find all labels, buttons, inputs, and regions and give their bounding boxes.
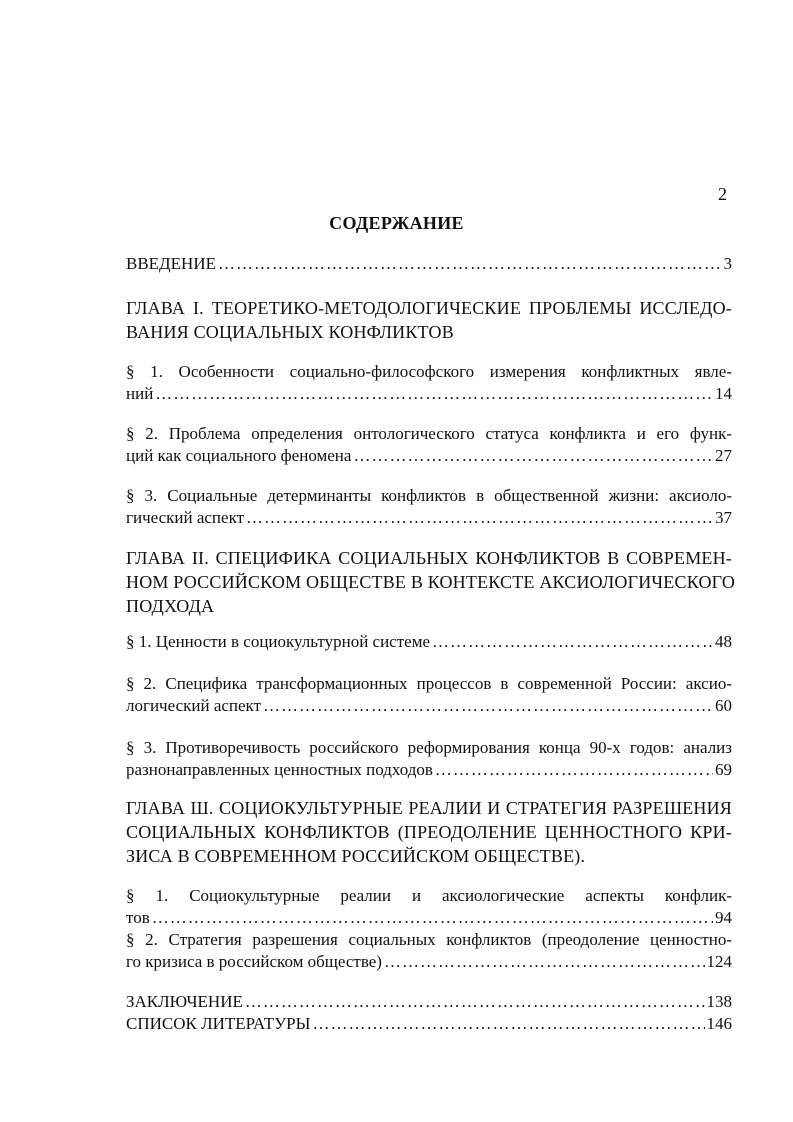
toc-leader [432,630,713,654]
toc-section-3-1-line-1[interactable]: § 1. Социокультурные реалии и аксиологические аспекты конфлик- [126,886,732,905]
page-title: СОДЕРЖАНИЕ [329,213,464,233]
chapter-3-heading-line-1[interactable]: ГЛАВА Ш. СОЦИОКУЛЬТУРНЫЕ РЕАЛИИ И СТРАТЕГИЯ РАЗРЕШЕНИЯ [126,798,732,818]
toc-section-2-3-line-1[interactable]: § 3. Противоречивость российского реформирования конца 90-х годов: анализ [126,738,732,757]
toc-section-1-3[interactable] [126,506,732,530]
toc-page: 69 [715,760,732,779]
toc-section-3-2[interactable] [126,950,732,974]
toc-section-1-1[interactable] [126,382,732,406]
toc-label: ний [126,384,154,403]
chapter-2-heading-line-2[interactable]: НОМ РОССИЙСКОМ ОБЩЕСТВЕ В КОНТЕКСТЕ АКСИОЛОГИЧЕСКОГО [126,572,736,592]
chapter-1-heading-line-1[interactable]: ГЛАВА I. ТЕОРЕТИКО-МЕТОДОЛОГИЧЕСКИЕ ПРОБЛЕМЫ ИССЛЕДО- [126,298,732,318]
toc-label: логический аспект [126,696,262,715]
toc-label: разнонаправленных ценностных подходов [126,760,433,779]
toc-page: 124 [706,952,732,971]
toc-label: гический аспект [126,508,245,527]
toc-page: 146 [706,1014,732,1033]
toc-leader [218,252,722,276]
toc-entry-bibliography[interactable] [126,1012,732,1036]
toc-leader [246,506,713,530]
chapter-2-heading-line-3[interactable]: ПОДХОДА [126,596,215,616]
chapter-1-heading-line-2[interactable]: ВАНИЯ СОЦИАЛЬНЫХ КОНФЛИКТОВ [126,322,454,342]
toc-leader [435,758,713,782]
toc-page: 48 [715,632,732,651]
toc-section-1-2-line-1[interactable]: § 2. Проблема определения онтологического статуса конфликта и его функ- [126,424,732,443]
toc-section-3-2-line-1[interactable]: § 2. Стратегия разрешения социальных конфликтов (преодоление ценностно- [126,930,732,949]
toc-label: СПИСОК ЛИТЕРАТУРЫ [126,1014,311,1033]
toc-page: 14 [715,384,732,403]
toc-section-2-2-line-1[interactable]: § 2. Специфика трансформационных процессов в современной России: аксио- [126,674,732,693]
chapter-2-heading-line-1[interactable]: ГЛАВА II. СПЕЦИФИКА СОЦИАЛЬНЫХ КОНФЛИКТОВ В СОВРЕМЕН- [126,548,732,568]
toc-page: 37 [715,508,732,527]
toc-label: ВВЕДЕНИЕ [126,254,216,273]
toc-leader [155,382,713,406]
toc-label: тов [126,908,150,927]
chapter-3-heading-line-3[interactable]: ЗИСА В СОВРЕМЕННОМ РОССИЙСКОМ ОБЩЕСТВЕ). [126,846,586,866]
toc-leader [353,444,713,468]
page-number: 2 [718,184,727,204]
toc-entry-introduction[interactable] [126,252,732,276]
toc-leader [384,950,705,974]
toc-leader [245,990,705,1014]
toc-entry-conclusion[interactable] [126,990,732,1014]
toc-section-1-2[interactable] [126,444,732,468]
toc-leader [312,1012,704,1036]
toc-section-1-3-line-1[interactable]: § 3. Социальные детерминанты конфликтов в общественной жизни: аксиоло- [126,486,732,505]
toc-page: 3 [723,254,732,273]
toc-section-2-1[interactable] [126,630,732,654]
toc-section-3-1[interactable] [126,906,732,930]
toc-section-2-2[interactable] [126,694,732,718]
toc-label: § 1. Ценности в социокультурной системе [126,632,431,651]
toc-leader [263,694,713,718]
toc-section-2-3[interactable] [126,758,732,782]
toc-label: ций как социального феномена [126,446,352,465]
toc-page: 94 [715,908,732,927]
toc-section-1-1-line-1[interactable]: § 1. Особенности социально-философского измерения конфликтных явле- [126,362,732,381]
toc-leader [152,906,713,930]
toc-page: 27 [715,446,732,465]
toc-page: 60 [715,696,732,715]
chapter-3-heading-line-2[interactable]: СОЦИАЛЬНЫХ КОНФЛИКТОВ (ПРЕОДОЛЕНИЕ ЦЕННОСТНОГО КРИ- [126,822,732,842]
toc-label: ЗАКЛЮЧЕНИЕ [126,992,243,1011]
toc-label: го кризиса в российском обществе) [126,952,382,971]
toc-page: 138 [706,992,732,1011]
